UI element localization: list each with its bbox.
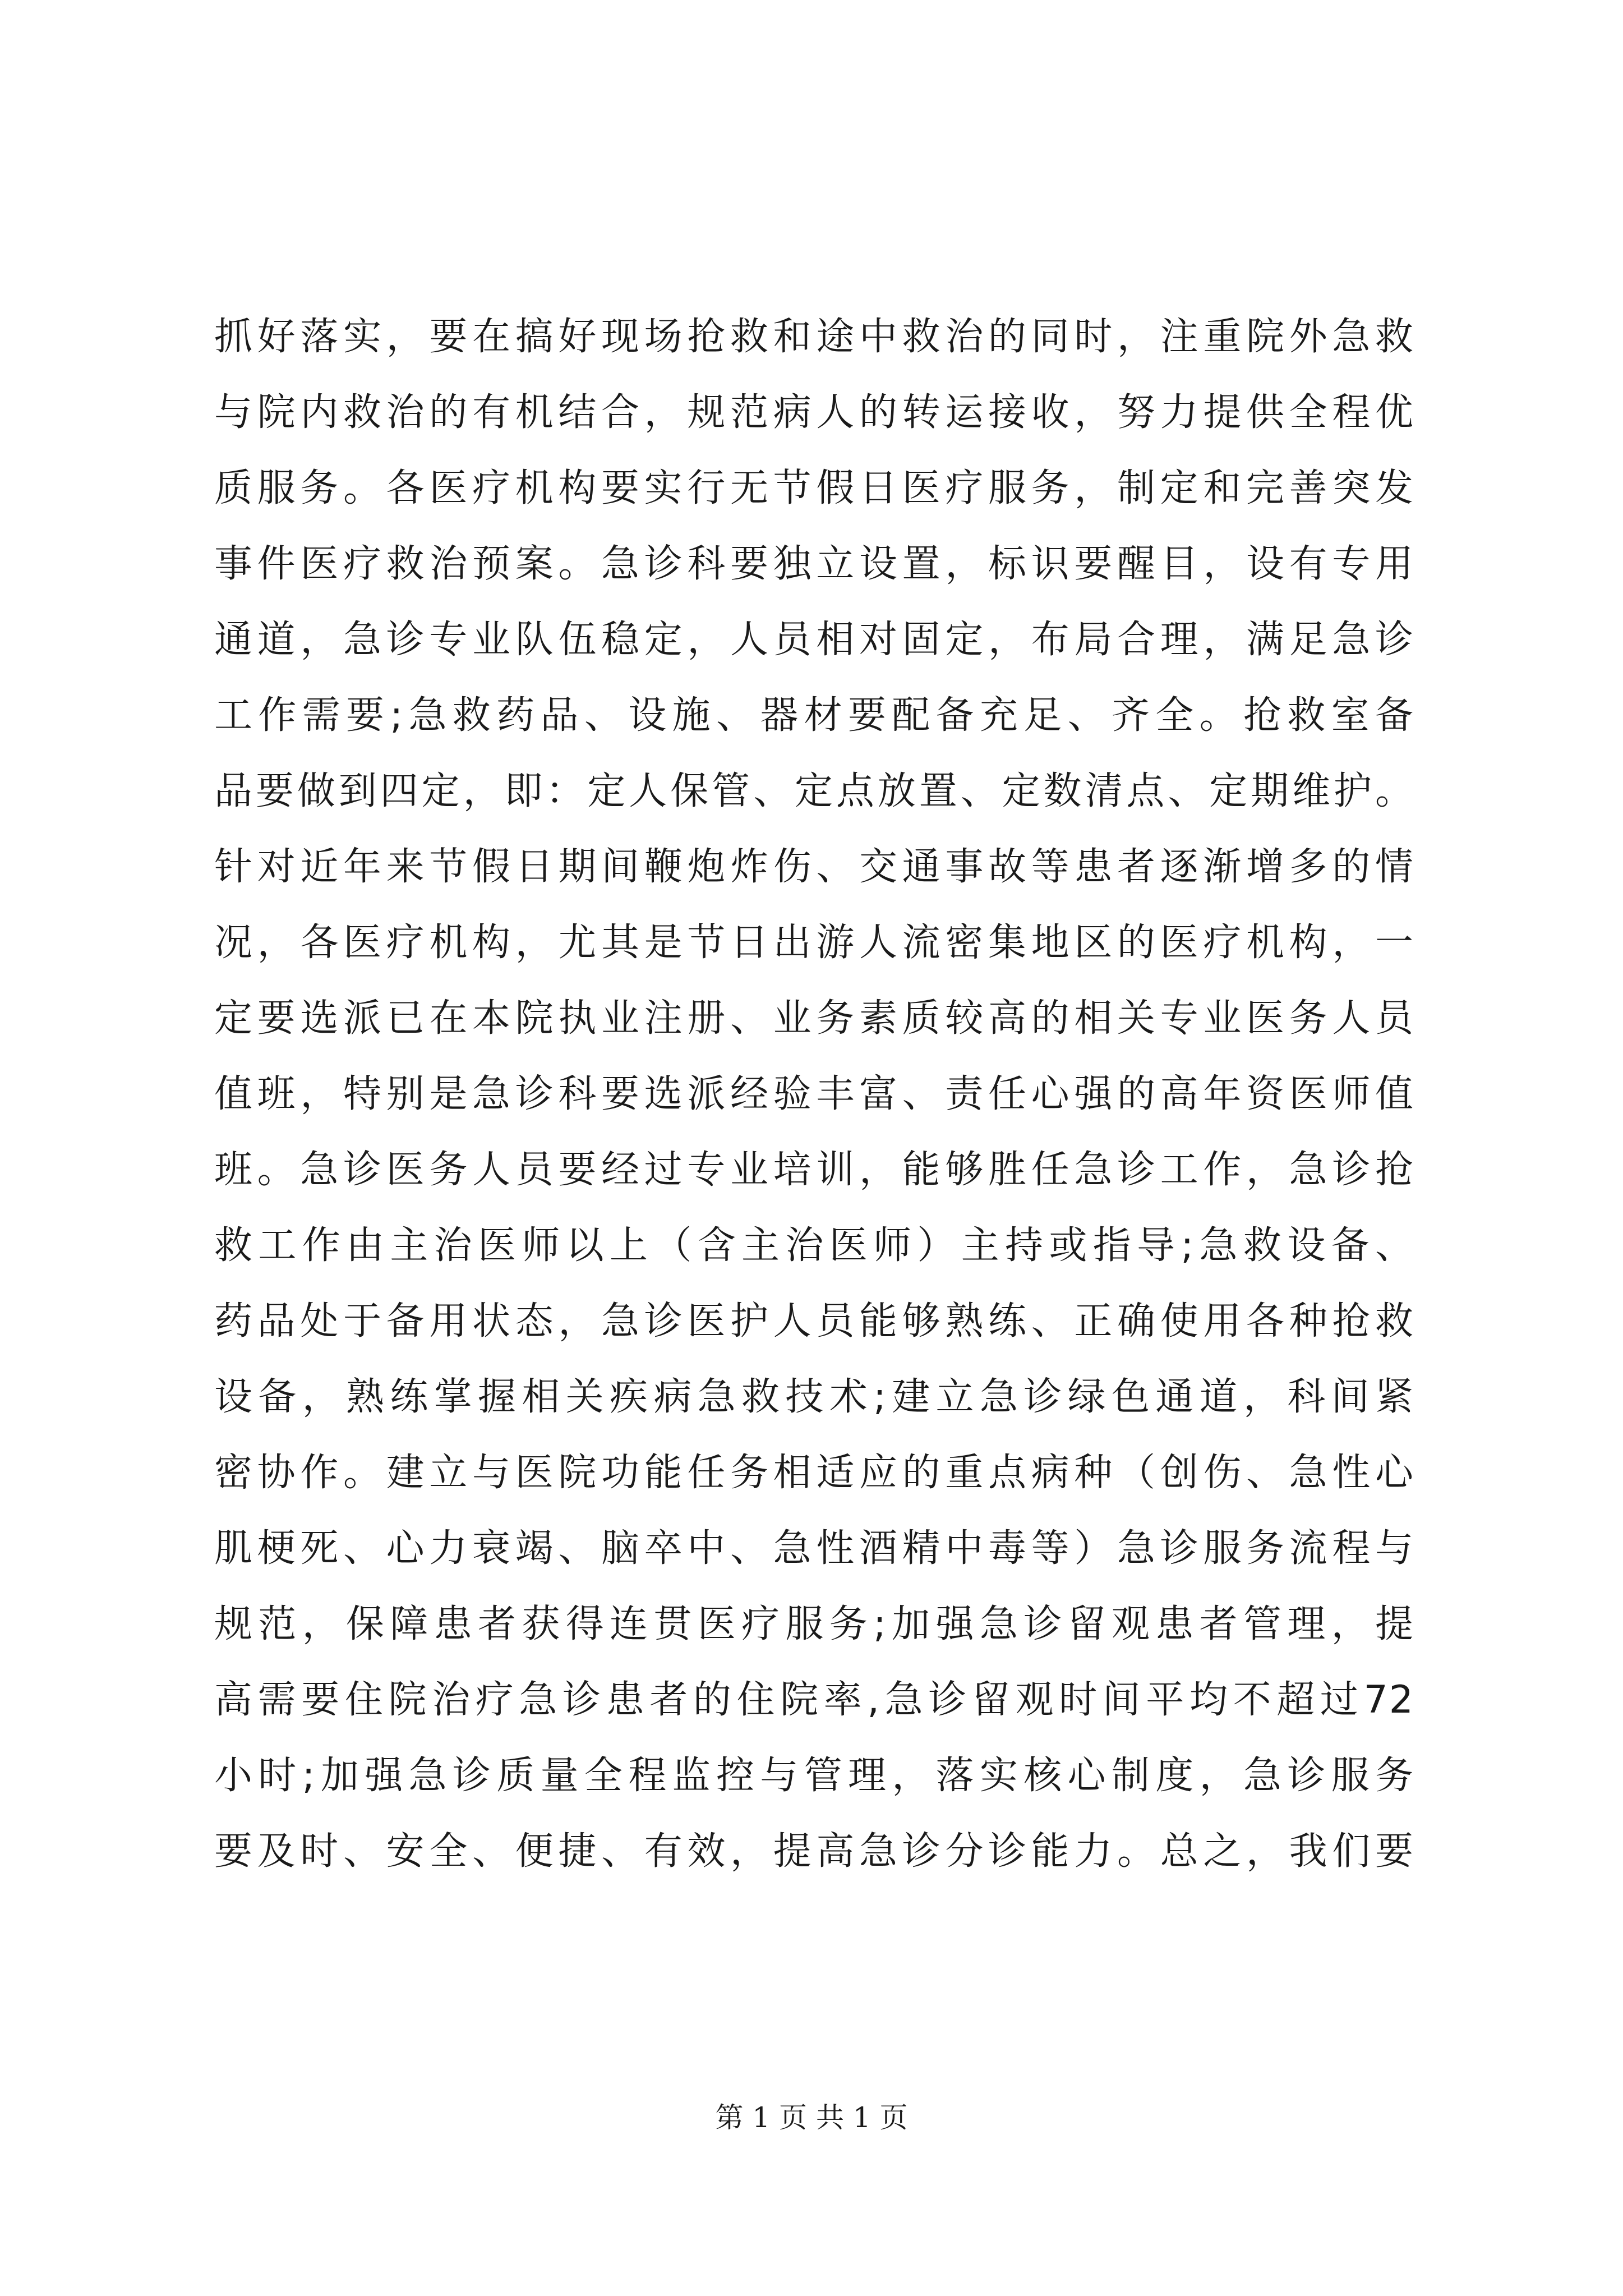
text-line: 质服务。各医疗机构要实行无节假日医疗服务，制定和完善突发 bbox=[214, 466, 1414, 510]
text-line: 抓好落实，要在搞好现场抢救和途中救治的同时，注重院外急救 bbox=[214, 315, 1414, 359]
text-line: 定要选派已在本院执业注册、业务素质较高的相关专业医务人员 bbox=[214, 996, 1414, 1041]
text-line: 事件医疗救治预案。急诊科要独立设置，标识要醒目，设有专用 bbox=[214, 542, 1414, 586]
text-line: 高需要住院治疗急诊患者的住院率,急诊留观时间平均不超过72 bbox=[214, 1678, 1414, 1722]
text-line: 规范，保障患者获得连贯医疗服务;加强急诊留观患者管理，提 bbox=[214, 1602, 1414, 1646]
text-line: 况，各医疗机构，尤其是节日出游人流密集地区的医疗机构，一 bbox=[214, 921, 1414, 965]
text-line: 工作需要;急救药品、设施、器材要配备充足、齐全。抢救室备 bbox=[214, 693, 1414, 738]
text-line: 小时;加强急诊质量全程监控与管理，落实核心制度，急诊服务 bbox=[214, 1754, 1414, 1798]
text-line: 品要做到四定，即：定人保管、定点放置、定数清点、定期维护。 bbox=[214, 769, 1414, 813]
text-line: 针对近年来节假日期间鞭炮炸伤、交通事故等患者逐渐增多的情 bbox=[214, 845, 1414, 889]
text-line: 班。急诊医务人员要经过专业培训，能够胜任急诊工作，急诊抢 bbox=[214, 1148, 1414, 1192]
text-line: 设备，熟练掌握相关疾病急救技术;建立急诊绿色通道，科间紧 bbox=[214, 1375, 1414, 1419]
text-line: 肌梗死、心力衰竭、脑卒中、急性酒精中毒等）急诊服务流程与 bbox=[214, 1526, 1414, 1571]
text-line: 要及时、安全、便捷、有效，提高急诊分诊能力。总之，我们要 bbox=[214, 1829, 1414, 1874]
page-number-label: 第 1 页 共 1 页 bbox=[715, 2101, 908, 2134]
text-line: 值班，特别是急诊科要选派经验丰富、责任心强的高年资医师值 bbox=[214, 1072, 1414, 1116]
text-line: 密协作。建立与医院功能任务相适应的重点病种（创伤、急性心 bbox=[214, 1451, 1414, 1495]
text-line: 与院内救治的有机结合，规范病人的转运接收，努力提供全程优 bbox=[214, 390, 1414, 435]
text-line: 药品处于备用状态，急诊医护人员能够熟练、正确使用各种抢救 bbox=[214, 1299, 1414, 1343]
text-line: 通道，急诊专业队伍稳定，人员相对固定，布局合理，满足急诊 bbox=[214, 618, 1414, 662]
page-footer bbox=[0, 2098, 1623, 2137]
text-line: 救工作由主治医师以上（含主治医师）主持或指导;急救设备、 bbox=[214, 1223, 1414, 1268]
